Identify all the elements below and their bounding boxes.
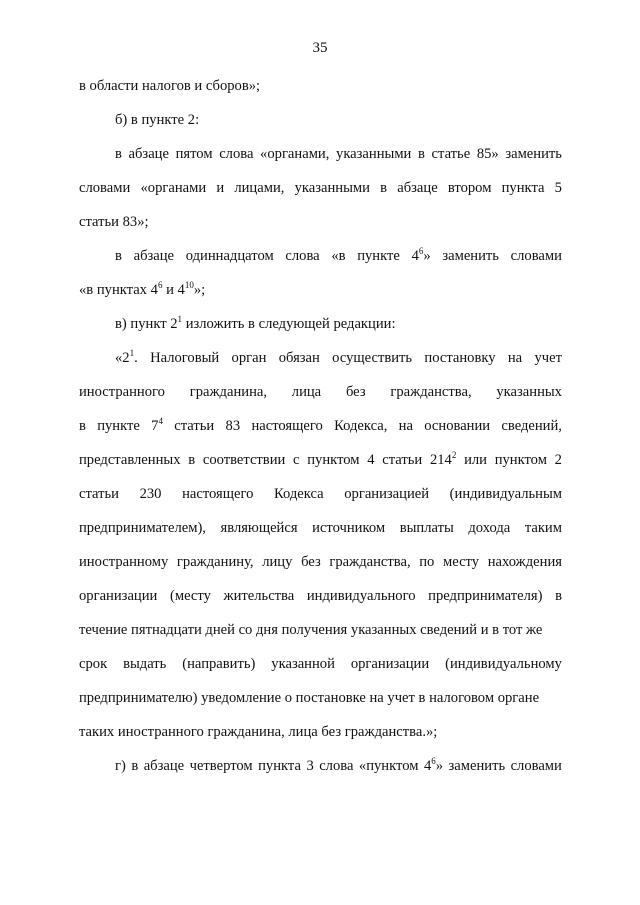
word: в <box>188 452 196 468</box>
word: без <box>301 554 321 570</box>
word: иностранному <box>79 554 169 570</box>
word: на <box>507 350 523 366</box>
word-tail: » <box>435 758 444 774</box>
word: заменить <box>448 758 506 774</box>
word-base: 4 <box>411 248 419 264</box>
word: статьи <box>174 418 215 434</box>
text-line-19: предпринимателю) уведомление о постановке на учет в налоговом органе <box>79 690 540 706</box>
word: статьи <box>79 486 119 502</box>
word: «органами, <box>260 146 330 162</box>
text-line-2: б) в пункте 2: <box>115 112 200 128</box>
word: обязан <box>278 350 320 366</box>
word: пятом <box>175 146 213 162</box>
word: иностранного <box>79 384 165 400</box>
word: 85» <box>476 146 499 162</box>
word: указанными <box>336 146 412 162</box>
word: срок <box>79 656 108 672</box>
page-number: 35 <box>312 40 328 56</box>
word: учет <box>534 350 562 366</box>
word: «органами <box>140 180 207 196</box>
word: соответствии <box>202 452 286 468</box>
text-part: и 4 <box>162 282 185 298</box>
text-part: «в пунктах 4 <box>79 282 158 298</box>
word: выдать <box>123 656 167 672</box>
word: абзаце <box>133 248 175 264</box>
word: пункта <box>258 758 301 774</box>
superscript: 10 <box>184 280 194 290</box>
word: источником <box>312 520 386 536</box>
word <box>115 345 138 379</box>
text-line-20: таких иностранного гражданина, лица без гражданства.»; <box>79 724 438 740</box>
word: основании <box>424 418 491 434</box>
word: настоящего <box>182 486 254 502</box>
word: абзаце <box>128 146 169 162</box>
word: предпринимателем), <box>79 520 206 536</box>
word: сведений, <box>501 418 562 434</box>
word: таким <box>524 520 562 536</box>
word: (месту <box>169 588 211 604</box>
word: нахождения <box>487 554 562 570</box>
superscript: 2 <box>451 450 457 460</box>
word-base: 4 <box>423 758 432 774</box>
text-line-11 <box>79 413 562 447</box>
word: выплаты <box>399 520 454 536</box>
word: «в <box>331 248 346 264</box>
word: или <box>464 452 487 468</box>
word: 83 <box>225 418 241 434</box>
text-line-15 <box>79 549 562 583</box>
word: жительства <box>223 588 295 604</box>
text-line-10 <box>79 379 562 413</box>
word: лицу <box>262 554 293 570</box>
text-line-5: статьи 83»; <box>79 214 149 230</box>
text-line-16 <box>79 583 562 617</box>
word <box>424 753 443 787</box>
text-line-18 <box>79 651 562 685</box>
text-line-4 <box>79 175 562 209</box>
text-line-14 <box>79 515 562 549</box>
word: статье <box>431 146 471 162</box>
word: являющейся <box>220 520 298 536</box>
text-line-8 <box>79 311 562 345</box>
word: на <box>398 418 413 434</box>
word: и <box>216 180 225 196</box>
word: дохода <box>468 520 511 536</box>
text-line-9 <box>79 345 562 379</box>
word: осуществить <box>332 350 413 366</box>
word: лица <box>291 384 322 400</box>
word: словами <box>510 248 562 264</box>
word: орган <box>231 350 267 366</box>
word: в <box>555 588 562 604</box>
word: настоящего <box>251 418 323 434</box>
word: заменить <box>442 248 499 264</box>
superscript: 4 <box>158 416 163 426</box>
word: пунктом <box>307 452 360 468</box>
word: гражданина, <box>189 384 268 400</box>
word: 2 <box>554 452 562 468</box>
word: в <box>115 146 122 162</box>
word: в <box>115 248 122 264</box>
text-line-21 <box>79 753 562 787</box>
word: словами <box>79 180 131 196</box>
word-base: «2 <box>115 350 130 366</box>
word: гражданства, <box>390 384 472 400</box>
word <box>151 413 163 447</box>
word: без <box>345 384 366 400</box>
text-line-1: в области налогов и сборов»; <box>79 78 261 94</box>
word: представленных <box>79 452 181 468</box>
word: пункте <box>357 248 400 264</box>
word: 4 <box>367 452 375 468</box>
word: указанными <box>294 180 370 196</box>
word: (направить) <box>182 656 256 672</box>
word: пунктом <box>494 452 547 468</box>
text-line-7 <box>79 277 562 311</box>
word: слова <box>219 146 254 162</box>
word: «пунктом <box>358 758 419 774</box>
word: организацией <box>344 486 430 502</box>
word: слова <box>319 758 354 774</box>
word: организации <box>350 656 430 672</box>
word: 3 <box>306 758 314 774</box>
word <box>412 243 431 277</box>
word: слова <box>285 248 320 264</box>
word: предпринимателя) <box>428 588 543 604</box>
superscript: 1 <box>129 348 135 358</box>
word: организации <box>79 588 158 604</box>
text-line-17: течение пятнадцати дней со дня получения указанных сведений и в тот же <box>79 622 543 638</box>
word: абзаце <box>397 180 438 196</box>
document-body <box>79 73 562 787</box>
word-base: 7 <box>151 418 159 434</box>
superscript: 1 <box>177 314 183 324</box>
word: г) <box>115 758 126 774</box>
word: четвертом <box>189 758 253 774</box>
word: в <box>131 758 139 774</box>
word: статьи <box>382 452 423 468</box>
superscript: 6 <box>418 246 424 256</box>
word-base: 214 <box>429 452 452 468</box>
word: по <box>419 554 435 570</box>
word: месту <box>443 554 480 570</box>
word: пункта <box>501 180 545 196</box>
text-part: »; <box>193 282 206 298</box>
word: индивидуального <box>306 588 416 604</box>
word <box>430 447 456 481</box>
word: Кодекса, <box>334 418 388 434</box>
text-line-13 <box>79 481 562 515</box>
word: лицами, <box>234 180 285 196</box>
text-part: изложить в следующей редакции: <box>182 316 396 332</box>
word: гражданства, <box>329 554 411 570</box>
word: 230 <box>139 486 162 502</box>
word: одиннадцатом <box>185 248 274 264</box>
word: в <box>418 146 425 162</box>
word: гражданину, <box>176 554 254 570</box>
word: пункте <box>97 418 140 434</box>
word-tail: » <box>423 248 431 264</box>
word: 5 <box>554 180 562 196</box>
word: указанных <box>496 384 562 400</box>
word: указанной <box>271 656 335 672</box>
word: словами <box>510 758 562 774</box>
word: в <box>79 418 86 434</box>
word: Налоговый <box>150 350 220 366</box>
text-part: в) пункт 2 <box>115 316 178 332</box>
word: абзаце <box>143 758 185 774</box>
word: постановку <box>424 350 496 366</box>
word: Кодекса <box>273 486 324 502</box>
superscript: 6 <box>431 756 436 766</box>
word: в <box>380 180 388 196</box>
superscript: 6 <box>157 280 163 290</box>
text-line-12 <box>79 447 562 481</box>
word: (индивидуальным <box>449 486 562 502</box>
word: втором <box>447 180 492 196</box>
word: (индивидуальному <box>445 656 562 672</box>
text-line-6 <box>79 243 562 277</box>
word-tail: . <box>134 350 138 366</box>
text-line-3 <box>79 141 562 175</box>
word: заменить <box>505 146 562 162</box>
word: с <box>293 452 300 468</box>
